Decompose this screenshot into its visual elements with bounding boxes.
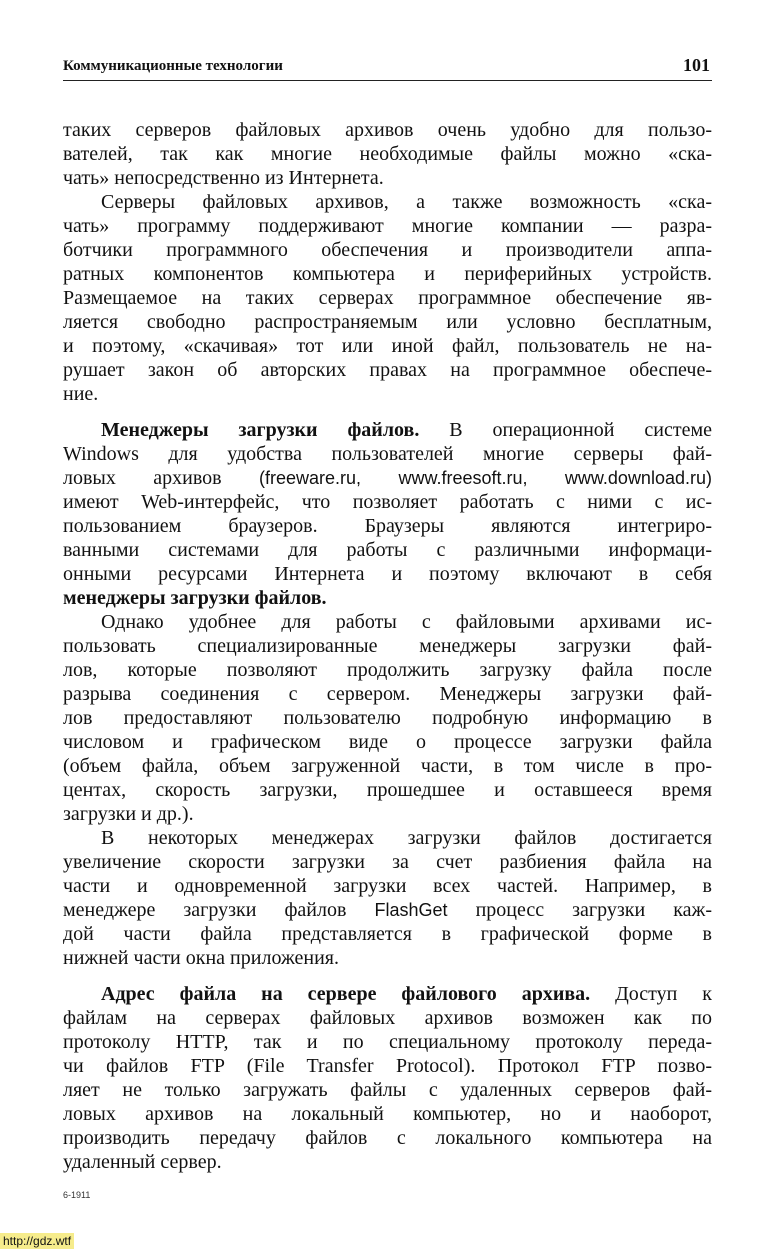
text-line: [63, 1006, 712, 1030]
text-run: вателей, так как многие необходимые файлы можно «ска-: [63, 143, 712, 165]
text-run: протоколу HTTP, так и по специальному протоколу переда-: [63, 1031, 712, 1053]
text-run: производить передачу файлов с локального компьютера на: [63, 1127, 712, 1149]
paragraph: [63, 982, 712, 1174]
text-line: [63, 1150, 712, 1174]
text-line: [63, 946, 712, 970]
text-run: числовом и графическом виде о процессе загрузки файла: [63, 731, 712, 753]
text-line: [63, 238, 712, 262]
text-line: [63, 334, 712, 358]
paragraph: [63, 190, 712, 406]
text-line: [63, 538, 712, 562]
text-line: [63, 562, 712, 586]
text-line: [63, 142, 712, 166]
text-run: ловых архивов на локальный компьютер, но и наоборот,: [63, 1103, 712, 1125]
bold-run: Менеджеры загрузки файлов.: [101, 419, 420, 441]
text-run: рушает закон об авторских правах на программное обеспече-: [63, 359, 712, 381]
text-run: ние.: [63, 383, 99, 405]
text-line: [63, 754, 712, 778]
text-line: [63, 1030, 712, 1054]
text-run: чать» непосредственно из Интернета.: [63, 167, 384, 189]
bold-run: Адрес файла на сервере файлового архива.: [101, 983, 591, 1005]
text-run: Однако удобнее для работы с файловыми архивами ис-: [101, 611, 712, 633]
text-line: [63, 982, 712, 1006]
text-line: [63, 214, 712, 238]
text-run: Windows для удобства пользователей многие серверы фай-: [63, 443, 712, 465]
text-line: [63, 682, 712, 706]
text-run: ботчики программного обеспечения и производители аппа-: [63, 239, 712, 261]
text-run: части и одновременной загрузки всех частей. Например, в: [63, 875, 712, 897]
text-run: (объем файла, объем загруженной части, в том числе в про-: [63, 755, 712, 777]
text-line: [63, 286, 712, 310]
text-line: [63, 802, 712, 826]
text-line: [63, 850, 712, 874]
text-run: удаленный сервер.: [63, 1151, 222, 1173]
body-text: [63, 118, 712, 1174]
text-line: [63, 514, 712, 538]
text-line: [63, 382, 712, 406]
text-run: лов, которые позволяют продолжить загрузку файла после: [63, 659, 712, 681]
text-line: [63, 1078, 712, 1102]
text-line: [63, 634, 712, 658]
text-run: пользованием браузеров. Браузеры являются интегриро-: [63, 515, 712, 537]
text-line: [63, 778, 712, 802]
text-line: [63, 118, 712, 142]
text-run: лов предоставляют пользователю подробную информацию в: [63, 707, 712, 729]
text-run: ляет не только загружать файлы с удаленных серверов фай-: [63, 1079, 712, 1101]
text-line: [63, 586, 712, 610]
text-run: ванными системами для работы с различными информаци-: [63, 539, 712, 561]
text-run: Размещаемое на таких серверах программное обеспечение яв-: [63, 287, 712, 309]
text-line: [63, 610, 712, 634]
text-run: Серверы файловых архивов, а также возможность «ска-: [101, 191, 712, 213]
text-line: [63, 190, 712, 214]
text-line: [63, 874, 712, 898]
sans-run: FlashGet: [374, 900, 448, 920]
page-number: 101: [683, 55, 710, 75]
paragraph: [63, 118, 712, 190]
text-run: чи файлов FTP (File Transfer Protocol). Протокол FTP позво-: [63, 1055, 712, 1077]
text-line: [63, 310, 712, 334]
paragraph: [63, 418, 712, 610]
text-run: чать» программу поддерживают многие компании — разра-: [63, 215, 712, 237]
text-run: имеют Web-интерфейс, что позволяет работать с ними с ис-: [63, 491, 712, 513]
text-run: дой части файла представляется в графической форме в: [63, 923, 712, 945]
text-run: и поэтому, «скачивая» тот или иной файл, пользователь не на-: [63, 335, 712, 357]
text-run: разрыва соединения с сервером. Менеджеры загрузки фай-: [63, 683, 712, 705]
text-line: [63, 922, 712, 946]
text-line: [63, 418, 712, 442]
chapter-title: Коммуникационные технологии: [63, 58, 283, 74]
text-line: [63, 358, 712, 382]
text-line: [63, 1054, 712, 1078]
text-run: ратных компонентов компьютера и периферийных устройств.: [63, 263, 712, 285]
paragraph: [63, 610, 712, 826]
text-run: нижней части окна приложения.: [63, 947, 339, 969]
text-run: ляется свободно распространяемым или условно бесплатным,: [63, 311, 712, 333]
text-line: [63, 1102, 712, 1126]
text-run: Доступ к: [590, 983, 712, 1005]
text-run: файлам на серверах файловых архивов возможен как по: [63, 1007, 712, 1029]
text-line: [63, 826, 712, 850]
text-line: [63, 1126, 712, 1150]
text-line: [63, 658, 712, 682]
watermark-link[interactable]: http://gdz.wtf: [0, 1233, 74, 1249]
text-line: [63, 490, 712, 514]
text-line: [63, 262, 712, 286]
text-run: онными ресурсами Интернета и поэтому включают в себя: [63, 563, 712, 585]
text-line: [63, 442, 712, 466]
printer-mark: 6-1911: [63, 1190, 91, 1200]
text-run: процесс загрузки каж-: [447, 899, 712, 921]
text-run: В некоторых менеджерах загрузки файлов достигается: [101, 827, 712, 849]
text-line: [63, 466, 712, 490]
text-line: [63, 166, 712, 190]
text-run: ловых архивов: [63, 467, 260, 489]
text-run: В операционной системе: [419, 419, 712, 441]
text-line: [63, 898, 712, 922]
bold-run: менеджеры загрузки файлов.: [63, 587, 327, 609]
text-line: [63, 706, 712, 730]
text-run: таких серверов файловых архивов очень удобно для пользо-: [63, 119, 712, 141]
paragraph: [63, 826, 712, 970]
text-line: [63, 730, 712, 754]
running-header: [63, 56, 712, 81]
text-run: пользовать специализированные менеджеры загрузки фай-: [63, 635, 712, 657]
sans-run: (freeware.ru, www.freesoft.ru, www.download.ru): [259, 468, 712, 488]
text-run: менеджере загрузки файлов: [63, 899, 375, 921]
text-run: увеличение скорости загрузки за счет разбиения файла на: [63, 851, 712, 873]
text-run: центах, скорость загрузки, прошедшее и оставшееся время: [63, 779, 712, 801]
text-run: загрузки и др.).: [63, 803, 194, 825]
